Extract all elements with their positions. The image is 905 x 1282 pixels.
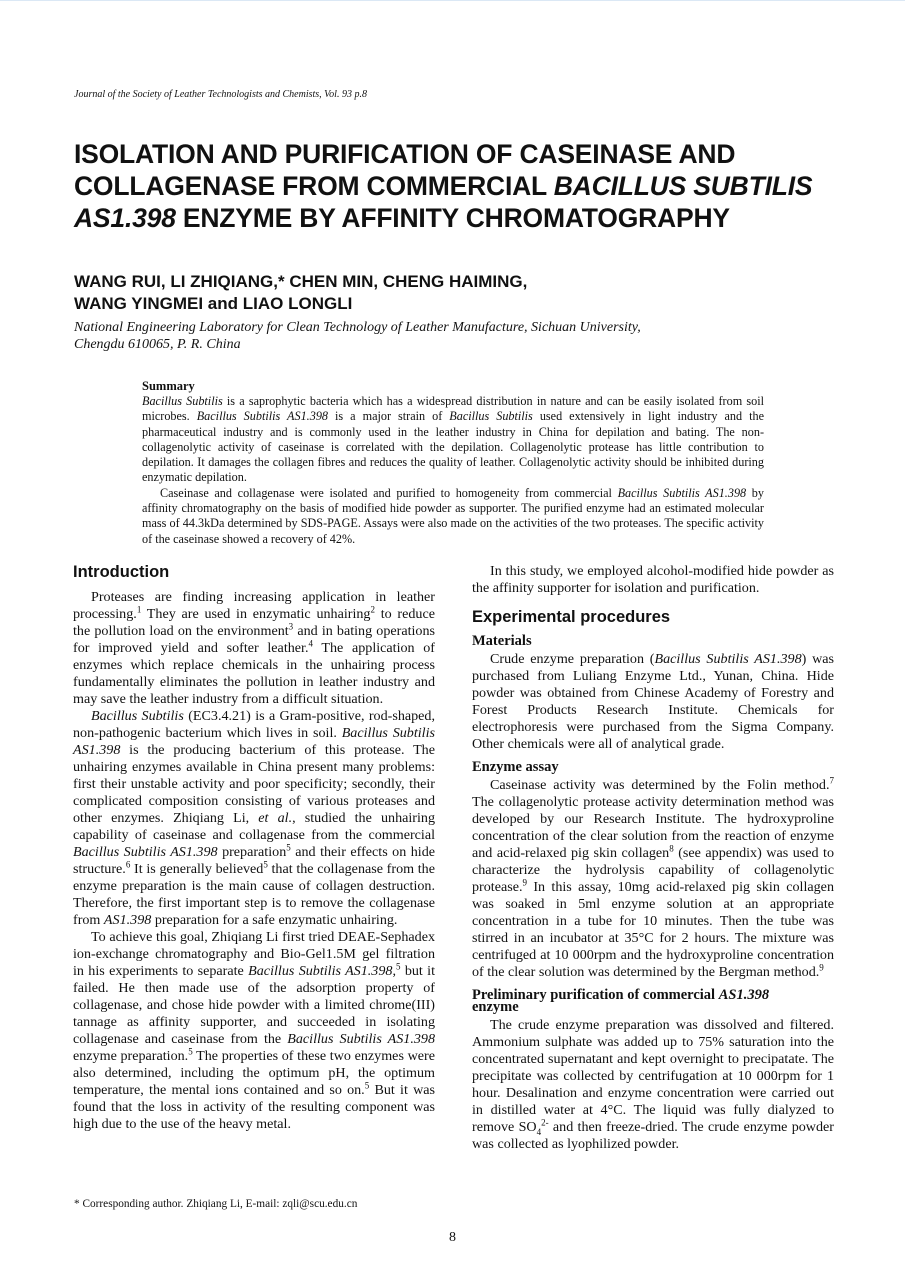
citation-ref: 2 [370, 604, 375, 615]
page-number: 8 [449, 1230, 456, 1245]
text: preparation [217, 844, 287, 860]
summary-paragraph-2 [142, 486, 764, 547]
italic-term: Bacillus Subtilis [142, 394, 223, 408]
citation-ref: 9 [819, 962, 824, 973]
running-head: Journal of the Society of Leather Technologists and Chemists, Vol. 93 p.8 [74, 89, 367, 100]
affiliation-line-1: National Engineering Laboratory for Clean Technology of Leather Manufacture, Sichuan University, [74, 320, 641, 335]
text: Preliminary purification of commercial [472, 987, 719, 1003]
text: Proteases are finding increasing application in leather processing. [73, 589, 435, 622]
introduction-heading: Introduction [73, 563, 170, 581]
affiliation [74, 319, 774, 353]
text: The properties of these two enzymes were also determined, including the optimum pH, the optimum temperature, the mental ions contained and so on. [73, 1048, 435, 1098]
subscript: 4 [536, 1126, 542, 1137]
citation-ref: 3 [288, 621, 294, 632]
title-italic: BACILLUS SUBTILIS AS1.398 [74, 171, 813, 233]
text: Crude enzyme preparation ( [490, 651, 655, 667]
italic-term: et al. [258, 810, 293, 826]
affiliation-line-2: Chengdu 610065, P. R. China [74, 337, 241, 352]
enzyme-assay-heading: Enzyme assay [472, 759, 559, 775]
text: to reduce the pollution load on the environment [73, 606, 435, 639]
right-column [472, 563, 834, 1153]
materials-paragraph [472, 651, 834, 753]
enzyme-assay-paragraph [472, 777, 834, 981]
citation-ref: 1 [136, 604, 142, 615]
authors-line-2: WANG YINGMEI and LIAO LONGLI [74, 294, 353, 313]
text: But it was found that the loss in activity of the resulting component was high due to the use of the heavy metal. [73, 1082, 435, 1132]
text: is a major strain of [328, 409, 450, 424]
text: (EC3.4.21) is a Gram-positive, rod-shaped, non-pathogenic bacterium which lives in soil. [73, 708, 435, 741]
text: and in bating operations for improved yield and softer leather. [73, 623, 436, 656]
text: and their effects on hide structure. [73, 844, 436, 877]
italic-term: AS1.398 [103, 912, 152, 928]
intro-paragraph-2 [73, 708, 435, 929]
title-part1: ISOLATION AND PURIFICATION OF CASEINASE AND COLLAGENASE FROM COMMERCIAL [74, 139, 736, 201]
text: that the collagenase from the enzyme preparation is the main cause of collagen destruction. Therefore, the first important step is to remove the collagenase from [73, 861, 435, 928]
intro-paragraph-1 [73, 589, 435, 708]
citation-ref: 5 [286, 842, 291, 853]
text: preparation for a safe enzymatic unhairing. [151, 912, 398, 928]
summary-paragraph-1 [142, 394, 764, 486]
citation-ref: 7 [829, 775, 834, 786]
preliminary-purification-paragraph [472, 1017, 834, 1153]
text: , [392, 963, 396, 979]
text: The collagenolytic protease activity determination method was developed by our Research Institute. The hydroxyproline concentration of the clear solution from the reaction of enzyme and acid-relaxed pig skin collagen [472, 794, 834, 861]
author-list [74, 271, 774, 315]
intro-paragraph-4: In this study, we employed alcohol-modified hide powder as the affinity supporter for isolation and purification. [472, 563, 834, 596]
superscript: 2- [541, 1117, 549, 1128]
italic-term: Bacillus Subtilis [91, 708, 184, 724]
text: Caseinase and collagenase were isolated and purified to homogeneity from commercial [160, 485, 618, 500]
text: enzyme [472, 999, 519, 1015]
summary-heading: Summary [142, 379, 195, 393]
text: by affinity chromatography on the basis of modified hide powder as supporter. The purified enzyme had an estimated molecular mass of 44.3kDa determined by SDS-PAGE. Assays were also made on the activities of the two proteases. The specific activity of the caseinase showed a recovery of 42%. [142, 485, 764, 546]
text: is the producing bacterium of this protease. The unhairing enzymes available in China present many problems: first their unstable activity and poor specificity; secondly, their complicated composition consisting of various proteases and other enzymes. Zhiqiang Li, [73, 742, 435, 826]
citation-ref: 5 [364, 1080, 370, 1091]
text: ) was purchased from Luliang Enzyme Ltd., Yunan, China. Hide powder was obtained from Chinese Academy of Forestry and Forest Products Research Institute. Chemicals for electrophoresis were purchased from the Sigma Company. Other chemicals were all of analytical grade. [472, 651, 835, 752]
left-column [73, 562, 435, 1133]
italic-term: Bacillus Subtilis AS1.398 [73, 844, 218, 860]
text: Caseinase activity was determined by the Folin method. [490, 777, 830, 793]
italic-term: Bacillus Subtilis AS1.398 [73, 725, 435, 758]
text: enzyme preparation. [73, 1048, 189, 1064]
italic-term: Bacillus Subtilis AS1.398 [654, 651, 802, 667]
citation-ref: 5 [263, 859, 268, 870]
citation-ref: 6 [125, 859, 131, 870]
italic-term: Bacillus Subtilis [449, 409, 533, 424]
corresponding-author-footnote: * Corresponding author. Zhiqiang Li, E-mail: zqli@scu.edu.cn [74, 1198, 358, 1210]
authors-line-1: WANG RUI, LI ZHIQIANG,* CHEN MIN, CHENG HAIMING, [74, 272, 528, 291]
italic-term: Bacillus Subtilis AS1.398 [248, 963, 393, 979]
citation-ref: 4 [308, 638, 313, 649]
paper-title [74, 138, 814, 234]
text: The application of enzymes which replace chemicals in the unhairing process fundamentally eliminates the pollution in leather industry and may save the leather industry from a difficult situation. [73, 640, 435, 707]
citation-ref: 5 [188, 1046, 193, 1057]
italic-term: Bacillus Subtilis AS1.398 [196, 409, 329, 424]
text: , studied the unhairing capability of caseinase and collagenase from the commercial [73, 810, 435, 843]
citation-ref: 5 [395, 961, 401, 972]
text: and then freeze-dried. The crude enzyme powder was collected as lyophilized powder. [472, 1119, 834, 1152]
title-part2: ENZYME BY AFFINITY CHROMATOGRAPHY [175, 203, 730, 233]
text: is a saprophytic bacteria which has a widespread distribution in nature and can be easily isolated from soil microbes. [142, 394, 764, 424]
italic-term: AS1.398 [718, 987, 770, 1003]
text: To achieve this goal, Zhiqiang Li first tried DEAE-Sephadex ion-exchange chromatography and Bio-Gel1.5M gel filtration in his experiments to separate [73, 929, 435, 979]
text: (see appendix) was used to characterize the hydrolysis capability of collagenolytic protease. [472, 845, 834, 895]
text: but it failed. He then made use of the adsorption property of collagenase, and chose hide powder with a limited chrome(III) tannage as affinity supporter, and succeeded in isolating collagenase and caseinase from the [73, 963, 436, 1047]
materials-heading: Materials [472, 633, 532, 649]
text: It is generally believed [130, 861, 264, 877]
text: used extensively in light industry and the pharmaceutical industry and is commonly used in the leather industry in China for depilation and bating. The non-collagenolytic activity of caseinase is correlated with the depilation. Collagenolytic protease has little contribution to depilation. It damages the collagen fibres and reduces the quality of leather. Collagenolytic activity should be inhibited during enzymatic depilation. [142, 409, 764, 485]
experimental-heading: Experimental procedures [472, 608, 671, 626]
text: They are used in enzymatic unhairing [141, 606, 371, 622]
preliminary-purification-heading [472, 989, 834, 1013]
italic-term: Bacillus Subtilis AS1.398 [287, 1031, 435, 1047]
citation-ref: 9 [522, 877, 527, 888]
text: The crude enzyme preparation was dissolved and filtered. Ammonium sulphate was added up to 75% saturation into the concentrated supernatant and kept overnight to precipatate. The precipitate was collected by centrifugation at 10 000rpm for 1 hour. Desalination and enzyme concentration were carried out in distilled water at 4°C. The liquid was fully dialyzed to remove SO [472, 1017, 834, 1135]
text: In this assay, 10mg acid-relaxed pig skin collagen was soaked in 5ml enzyme solution at an appropriate concentration in a tube for 10 minutes. Then the tube was stirred in an incubator at 35°C for 2 hours. The mixture was centrifuged at 10 000rpm and the hydroxyproline concentration of the clear solution was determined by the Bergman method. [472, 879, 834, 980]
italic-term: Bacillus Subtilis AS1.398 [617, 485, 747, 500]
intro-paragraph-3 [73, 929, 435, 1133]
citation-ref: 8 [669, 843, 674, 854]
summary-block [142, 379, 764, 547]
